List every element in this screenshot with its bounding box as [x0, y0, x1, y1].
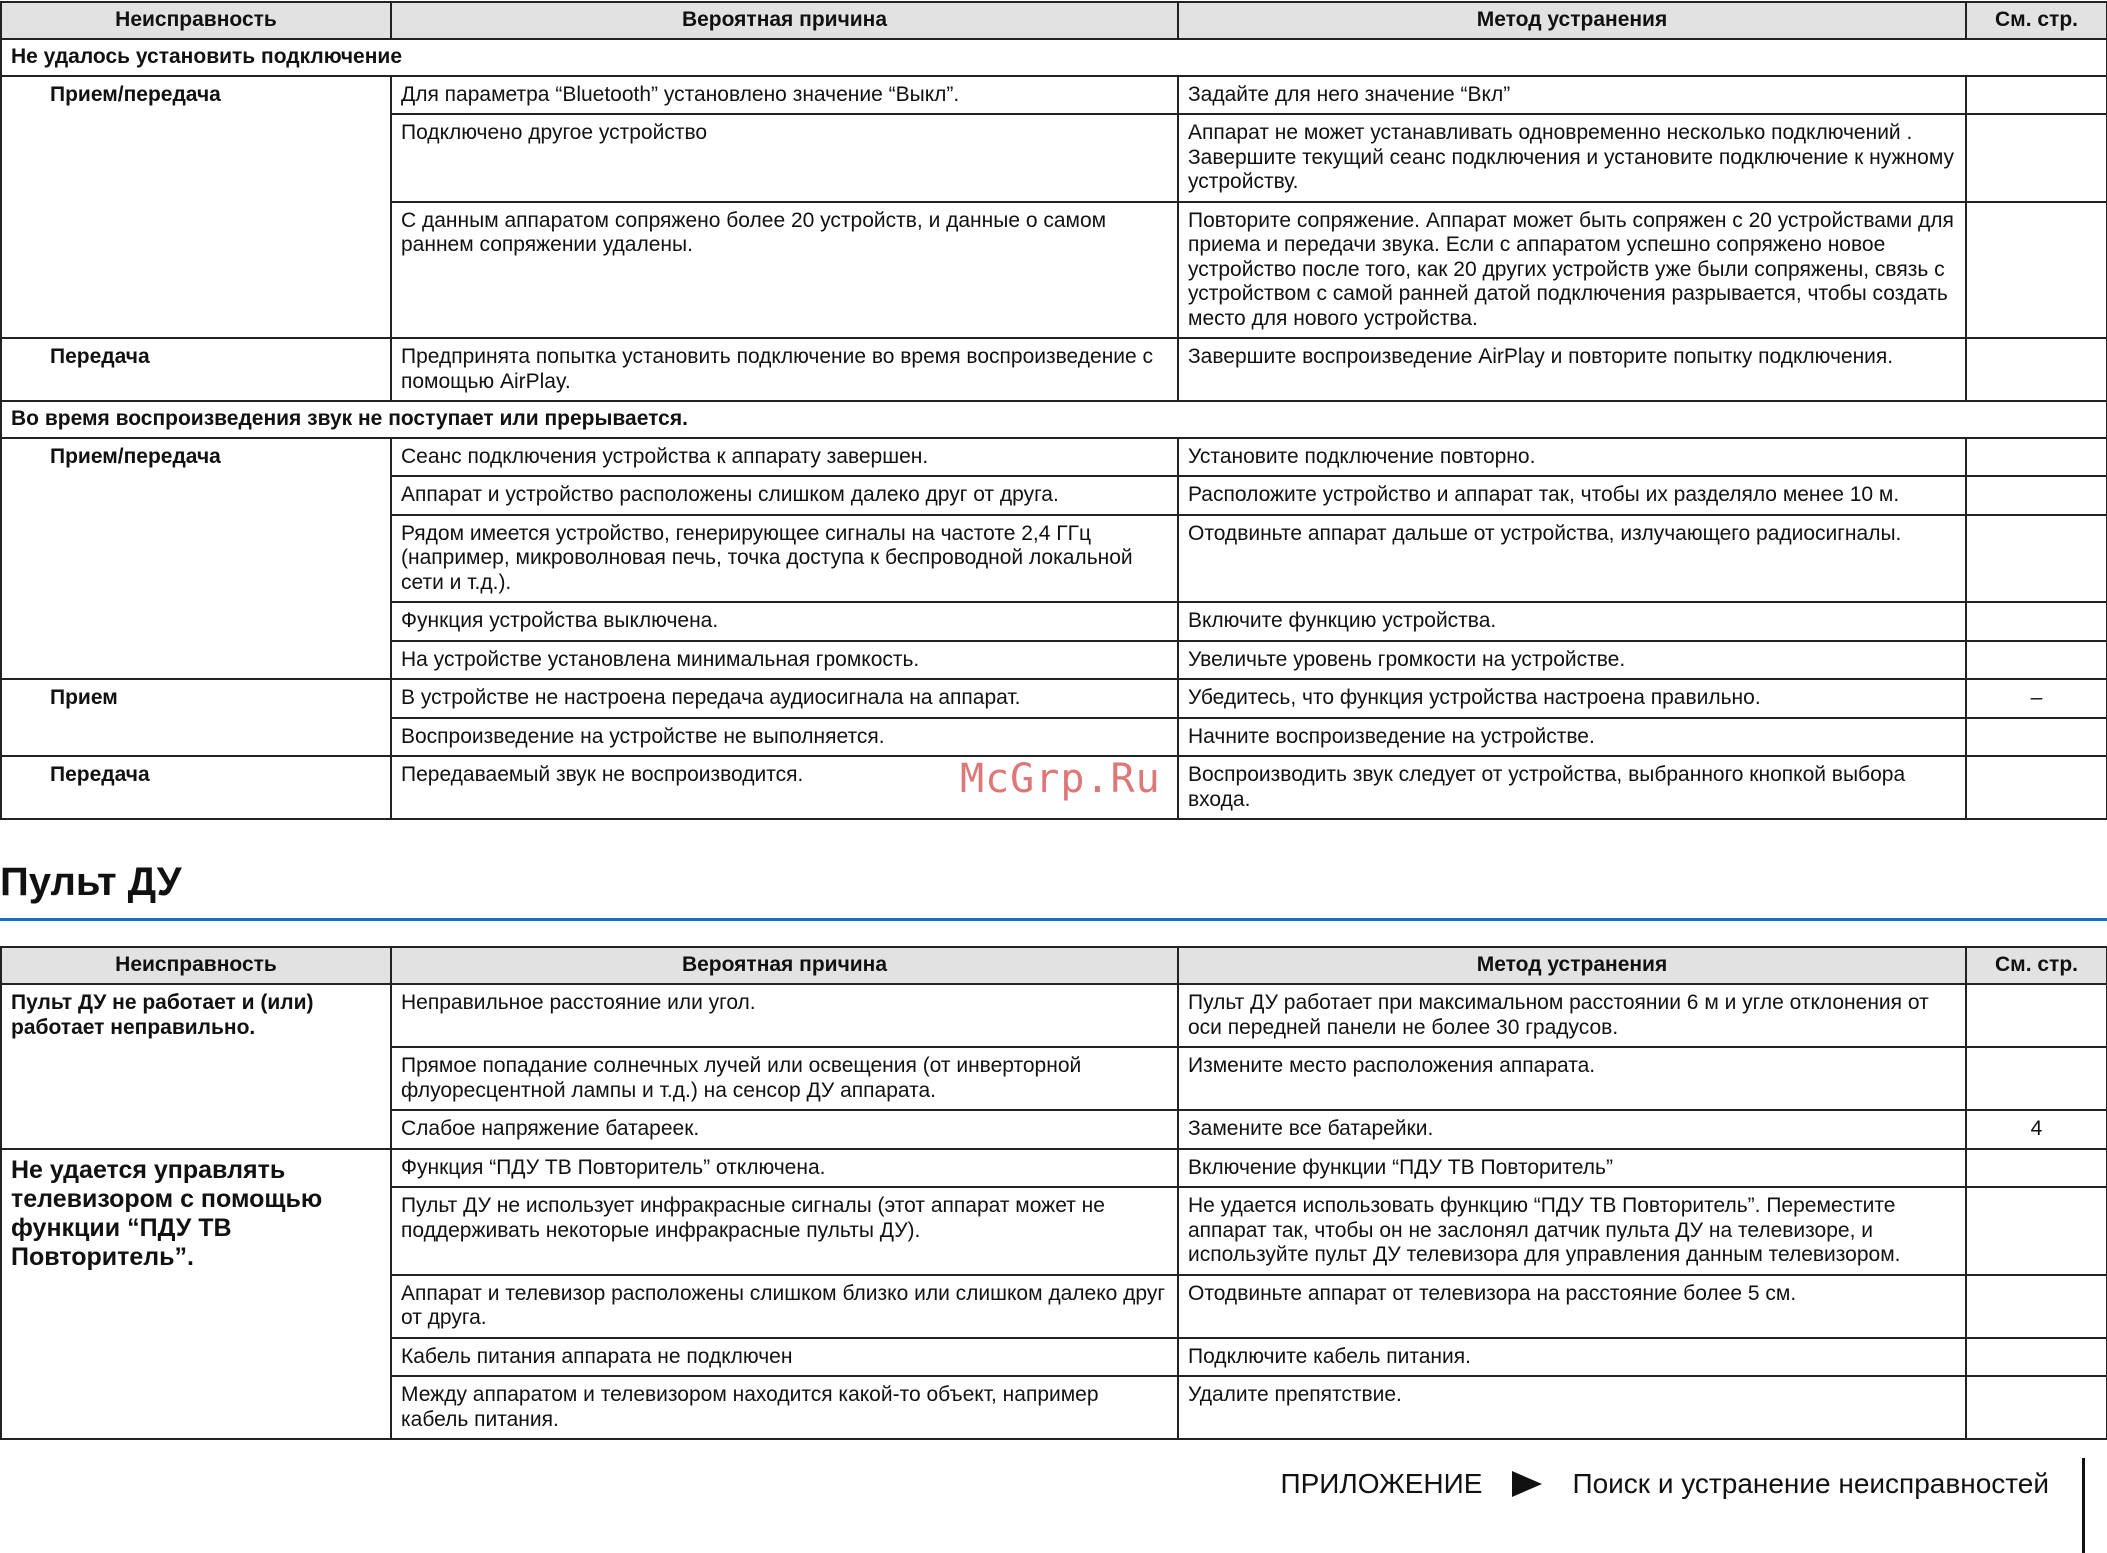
- remedy-cell: Удалите препятствие.: [1178, 1376, 1966, 1439]
- cause-cell: Неправильное расстояние или угол.: [391, 984, 1178, 1047]
- remedy-cell: Начните воспроизведение на устройстве.: [1178, 718, 1966, 757]
- group-title-playback: Во время воспроизведения звук не поступает или прерывается.: [1, 401, 2107, 438]
- remedy-cell: Включение функции “ПДУ ТВ Повторитель”: [1178, 1149, 1966, 1188]
- page-cell: [1966, 114, 2107, 202]
- cause-cell: В устройстве не настроена передача аудиосигнала на аппарат.: [391, 679, 1178, 718]
- row-label: Прием/передача: [1, 76, 391, 339]
- page-cell: [1966, 1149, 2107, 1188]
- table-row: [1, 76, 2107, 115]
- page-cell: [1966, 476, 2107, 515]
- cause-cell: Подключено другое устройство: [391, 114, 1178, 202]
- row-label: Прием/передача: [1, 438, 391, 680]
- problem-cell: Пульт ДУ не работает и (или) работает неправильно.: [1, 984, 391, 1149]
- page-cell: [1966, 756, 2107, 819]
- remedy-cell: Измените место расположения аппарата.: [1178, 1047, 1966, 1110]
- cause-cell: Прямое попадание солнечных лучей или освещения (от инверторной флуоресцентной лампы и т.д.) на сенсор ДУ аппарата.: [391, 1047, 1178, 1110]
- page-cell: [1966, 1376, 2107, 1439]
- page-cell: [1966, 641, 2107, 680]
- page-cell: –: [1966, 679, 2107, 718]
- header-problem: Неисправность: [1, 947, 391, 984]
- page-cell: [1966, 338, 2107, 401]
- table-row: [1, 984, 2107, 1047]
- cause-cell: Аппарат и устройство расположены слишком далеко друг от друга.: [391, 476, 1178, 515]
- remedy-cell: Убедитесь, что функция устройства настроена правильно.: [1178, 679, 1966, 718]
- arrow-right-icon: [1512, 1471, 1542, 1497]
- table-header-row: [1, 947, 2107, 984]
- cause-cell: Воспроизведение на устройстве не выполняется.: [391, 718, 1178, 757]
- header-remedy: Метод устранения: [1178, 2, 1966, 39]
- row-label: Передача: [1, 756, 391, 819]
- group-row: [1, 39, 2107, 76]
- page-cell: [1966, 515, 2107, 603]
- remedy-cell: Подключите кабель питания.: [1178, 1338, 1966, 1377]
- watermark: McGrp.Ru: [960, 756, 1161, 802]
- page-cell: [1966, 1338, 2107, 1377]
- footer-page-title: Поиск и устранение неисправностей: [1572, 1468, 2049, 1499]
- page-cell: [1966, 1275, 2107, 1338]
- cause-cell: Функция устройства выключена.: [391, 602, 1178, 641]
- row-label: Прием: [1, 679, 391, 756]
- row-label: Передача: [1, 338, 391, 401]
- cause-cell: Кабель питания аппарата не подключен: [391, 1338, 1178, 1377]
- header-remedy: Метод устранения: [1178, 947, 1966, 984]
- header-cause: Вероятная причина: [391, 2, 1178, 39]
- remedy-cell: Замените все батарейки.: [1178, 1110, 1966, 1149]
- page-cell: [1966, 1187, 2107, 1275]
- cause-cell: Сеанс подключения устройства к аппарату завершен.: [391, 438, 1178, 477]
- troubleshooting-table-bluetooth: [0, 1, 2107, 820]
- remedy-cell: Задайте для него значение “Вкл”: [1178, 76, 1966, 115]
- page-cell: [1966, 984, 2107, 1047]
- remedy-cell: Пульт ДУ работает при максимальном расстоянии 6 м и угле отклонения от оси передней панели не более 30 градусов.: [1178, 984, 1966, 1047]
- cause-cell: Предпринята попытка установить подключение во время воспроизведение с помощью AirPlay.: [391, 338, 1178, 401]
- footer-divider: [2082, 1458, 2085, 1553]
- remedy-cell: Включите функцию устройства.: [1178, 602, 1966, 641]
- group-title-connection: Не удалось установить подключение: [1, 39, 2107, 76]
- group-row: [1, 401, 2107, 438]
- remedy-cell: Аппарат не может устанавливать одновременно несколько подключений . Завершите текущий сеанс подключения и установите подключение к нужному устройству.: [1178, 114, 1966, 202]
- remedy-cell: Повторите сопряжение. Аппарат может быть сопряжен с 20 устройствами для приема и передачи звука. Если с аппаратом успешно сопряжено новое устройство после того, как 20 других устройств уже были сопряжены, связь с устройством с самой ранней датой подключения разрывается, чтобы создать место для нового устройства.: [1178, 202, 1966, 339]
- cause-cell: Функция “ПДУ ТВ Повторитель” отключена.: [391, 1149, 1178, 1188]
- remedy-cell: Отодвиньте аппарат дальше от устройства, излучающего радиосигналы.: [1178, 515, 1966, 603]
- page-cell: [1966, 1047, 2107, 1110]
- problem-cell: Не удается управлять телевизором с помощью функции “ПДУ ТВ Повторитель”.: [1, 1149, 391, 1440]
- page-cell: [1966, 76, 2107, 115]
- table-row: [1, 1149, 2107, 1188]
- header-problem: Неисправность: [1, 2, 391, 39]
- page-cell: 4: [1966, 1110, 2107, 1149]
- table-row: [1, 679, 2107, 718]
- header-cause: Вероятная причина: [391, 947, 1178, 984]
- cause-cell: Между аппаратом и телевизором находится какой-то объект, например кабель питания.: [391, 1376, 1178, 1439]
- remedy-cell: Увеличьте уровень громкости на устройстве.: [1178, 641, 1966, 680]
- cause-cell: Передаваемый звук не воспроизводится.: [391, 756, 1178, 819]
- troubleshooting-table-remote: [0, 946, 2107, 1440]
- remedy-cell: Завершите воспроизведение AirPlay и повторите попытку подключения.: [1178, 338, 1966, 401]
- cause-cell: На устройстве установлена минимальная громкость.: [391, 641, 1178, 680]
- header-page: См. стр.: [1966, 2, 2107, 39]
- cause-cell: Слабое напряжение батареек.: [391, 1110, 1178, 1149]
- page-footer: [1280, 1468, 2049, 1500]
- page-cell: [1966, 438, 2107, 477]
- page-cell: [1966, 202, 2107, 339]
- remedy-cell: Установите подключение повторно.: [1178, 438, 1966, 477]
- header-page: См. стр.: [1966, 947, 2107, 984]
- cause-cell: Для параметра “Bluetooth” установлено значение “Выкл”.: [391, 76, 1178, 115]
- section-divider: [0, 918, 2107, 921]
- cause-cell: С данным аппаратом сопряжено более 20 устройств, и данные о самом раннем сопряжении удалены.: [391, 202, 1178, 339]
- remedy-cell: Воспроизводить звук следует от устройства, выбранного кнопкой выбора входа.: [1178, 756, 1966, 819]
- remedy-cell: Расположите устройство и аппарат так, чтобы их разделяло менее 10 м.: [1178, 476, 1966, 515]
- cause-cell: Аппарат и телевизор расположены слишком близко или слишком далеко друг от друга.: [391, 1275, 1178, 1338]
- cause-cell: Пульт ДУ не использует инфракрасные сигналы (этот аппарат может не поддерживать некоторые инфракрасные пульты ДУ).: [391, 1187, 1178, 1275]
- cause-cell: Рядом имеется устройство, генерирующее сигналы на частоте 2,4 ГГц (например, микроволновая печь, точка доступа к беспроводной локальной сети и т.д.).: [391, 515, 1178, 603]
- remedy-cell: Не удается использовать функцию “ПДУ ТВ Повторитель”. Переместите аппарат так, чтобы он не заслонял датчик пульта ДУ на телевизоре, и используйте пульт ДУ телевизора для управления данным телевизором.: [1178, 1187, 1966, 1275]
- page-cell: [1966, 602, 2107, 641]
- section-title: Пульт ДУ: [0, 860, 182, 904]
- footer-section-link[interactable]: ПРИЛОЖЕНИЕ: [1280, 1468, 1483, 1499]
- table-row: [1, 438, 2107, 477]
- table-row: [1, 338, 2107, 401]
- remedy-cell: Отодвиньте аппарат от телевизора на расстояние более 5 см.: [1178, 1275, 1966, 1338]
- table-header-row: [1, 2, 2107, 39]
- page-cell: [1966, 718, 2107, 757]
